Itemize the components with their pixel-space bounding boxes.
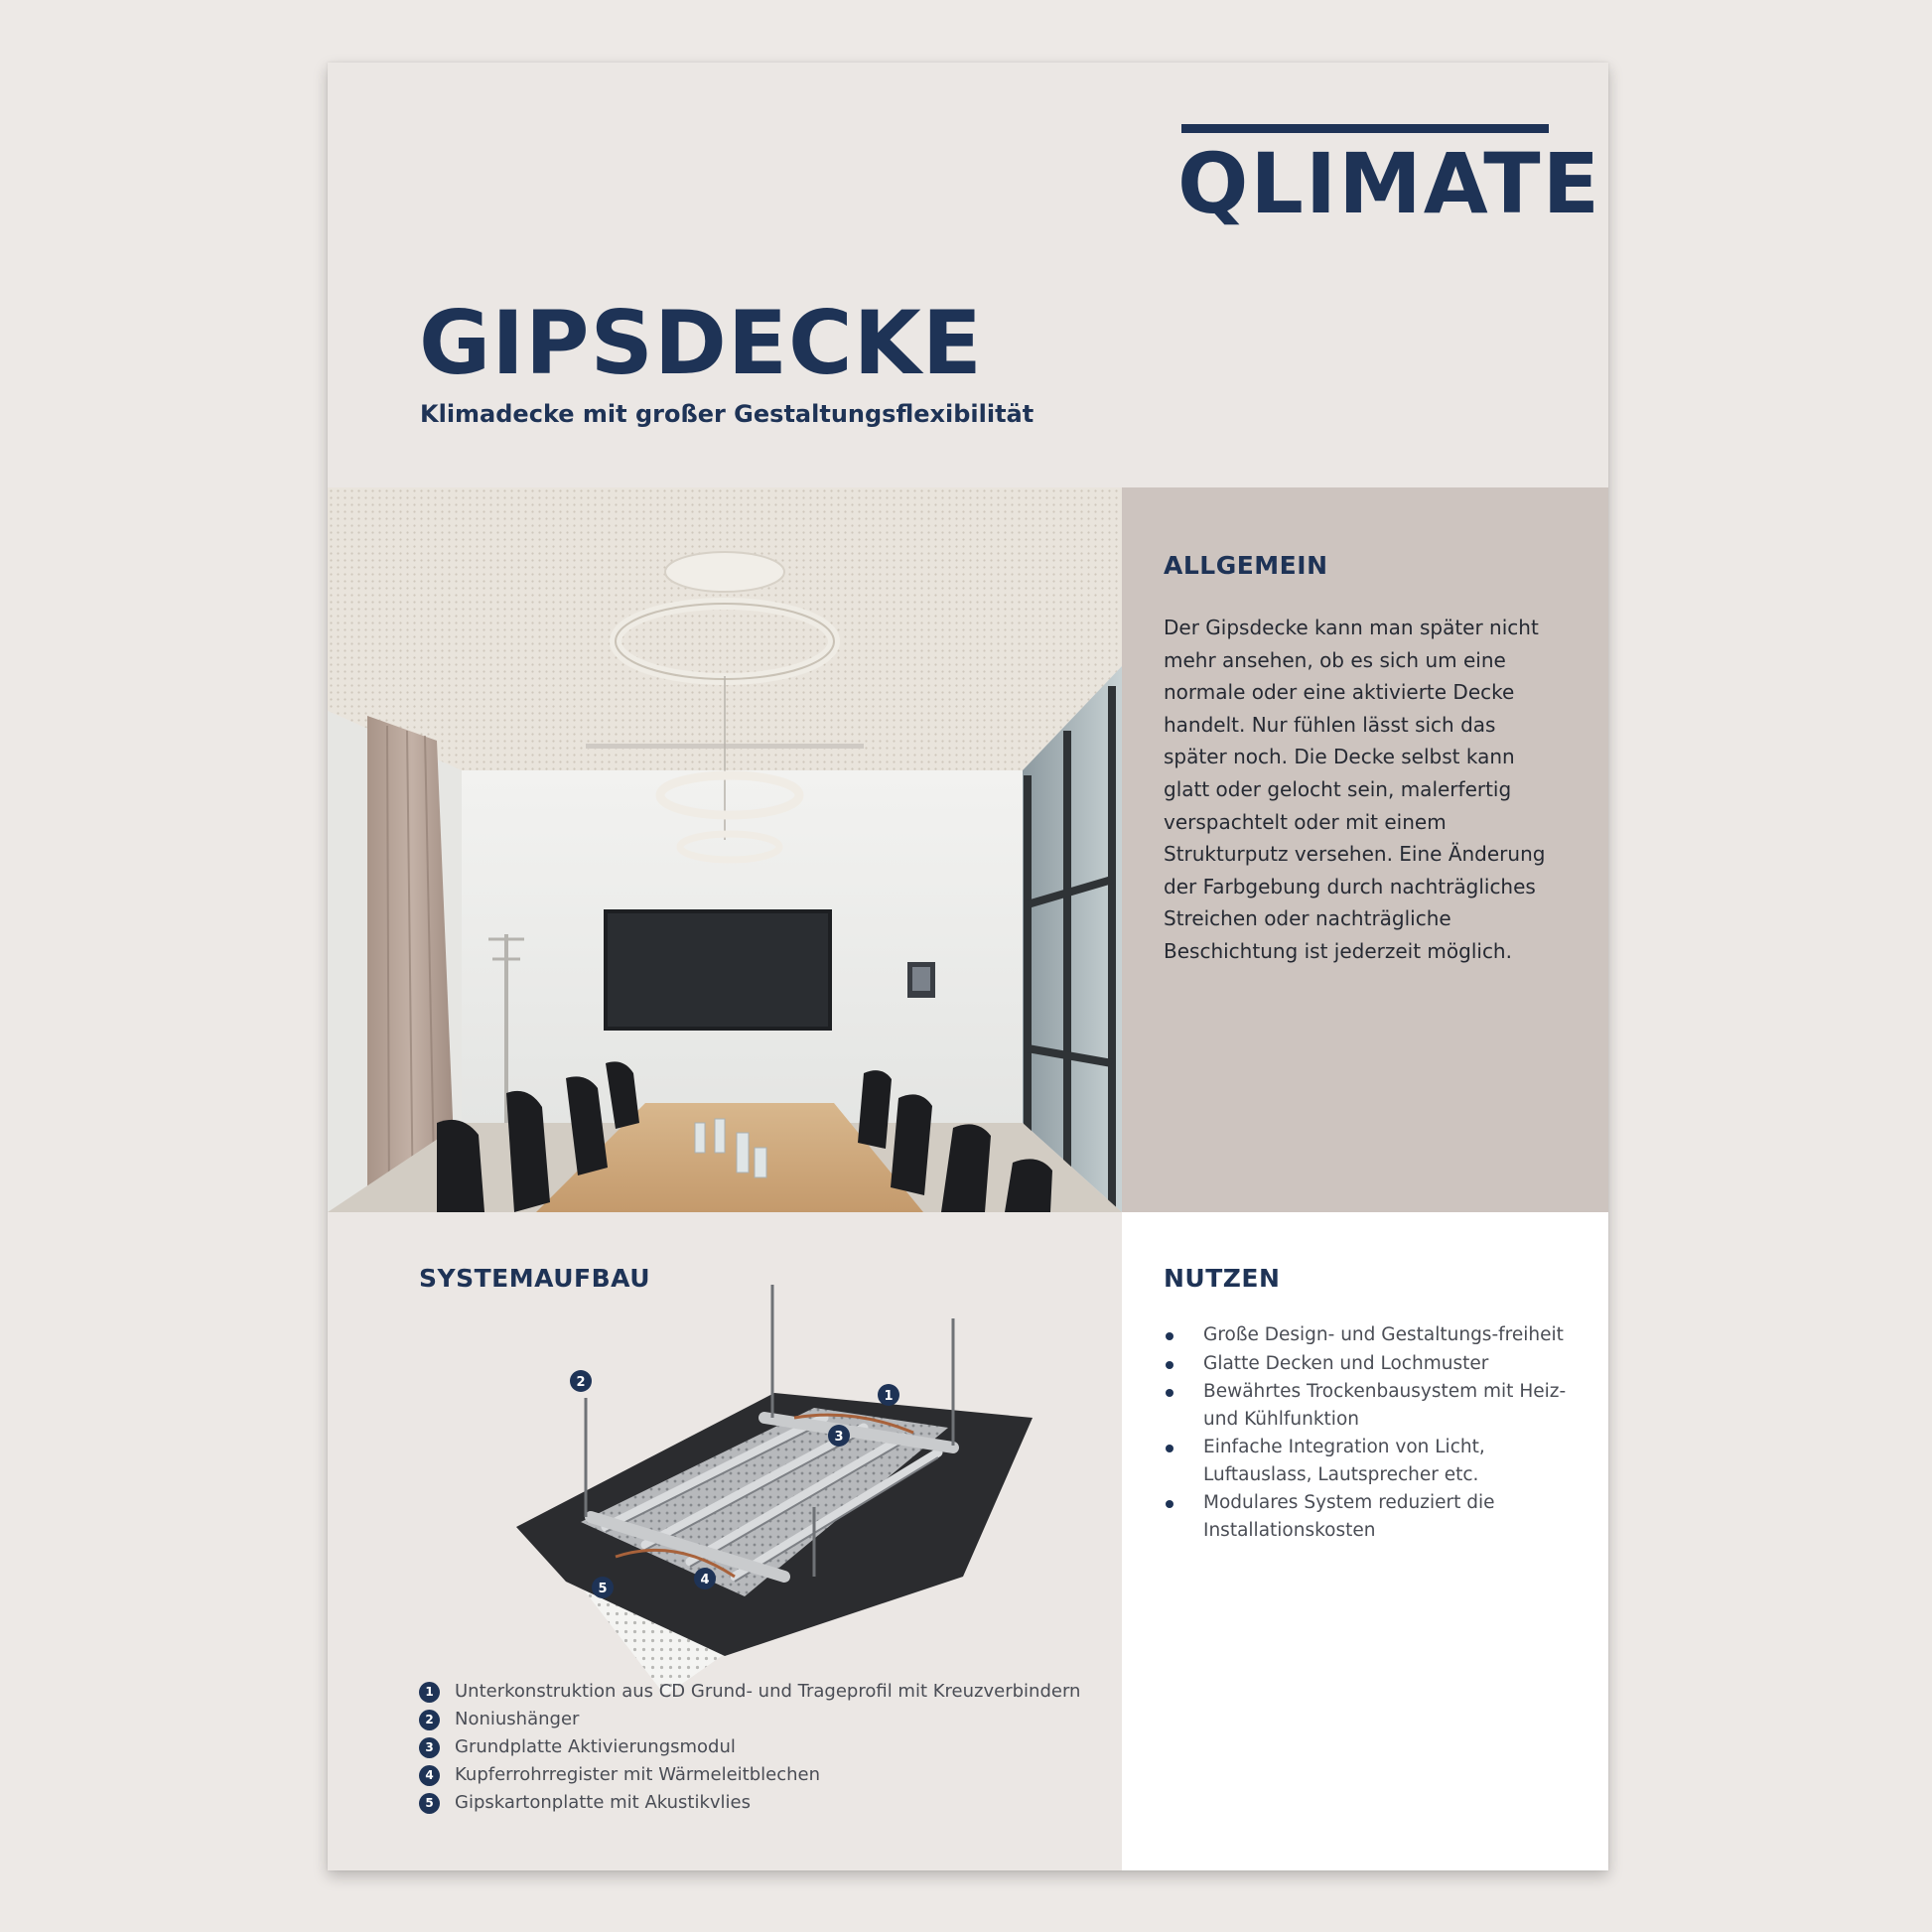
nutzen-heading: NUTZEN: [1164, 1264, 1281, 1293]
legend-number: 4: [419, 1765, 440, 1786]
diagram-marker-2: 2: [576, 1375, 586, 1390]
nutzen-item-text: Große Design- und Gestaltungs-freiheit: [1203, 1324, 1564, 1345]
legend-text: Noniushänger: [455, 1709, 580, 1729]
nutzen-item: [1162, 1434, 1579, 1488]
diagram-marker-3: 3: [834, 1430, 844, 1445]
nutzen-item-text: Glatte Decken und Lochmuster: [1203, 1352, 1489, 1374]
conference-room-photo: [328, 487, 1122, 1212]
ceiling-system-diagram: [496, 1279, 1033, 1716]
nutzen-item: [1162, 1378, 1579, 1433]
legend-number: 3: [419, 1737, 440, 1758]
legend-item: [419, 1761, 1080, 1789]
legend-number: 1: [419, 1682, 440, 1703]
legend-item: [419, 1733, 1080, 1761]
legend-number: 5: [419, 1793, 440, 1814]
nutzen-item-text: Modulares System reduziert die Installationskosten: [1203, 1492, 1495, 1541]
nutzen-item-text: Einfache Integration von Licht, Luftauslass, Lautsprecher etc.: [1203, 1437, 1485, 1485]
bullet-icon: [1166, 1332, 1173, 1340]
legend-number: 2: [419, 1710, 440, 1730]
brand-logo: QLIMATE: [1177, 135, 1601, 232]
legend-item: [419, 1789, 1080, 1817]
nutzen-item: [1162, 1489, 1579, 1544]
nutzen-item-text: Bewährtes Trockenbausystem mit Heiz- und Kühlfunktion: [1203, 1381, 1567, 1430]
nutzen-item: [1162, 1350, 1579, 1378]
legend-text: Grundplatte Aktivierungsmodul: [455, 1736, 736, 1757]
brochure-page: [328, 63, 1608, 1870]
diagram-marker-4: 4: [700, 1573, 710, 1587]
legend-text: Kupferrohrregister mit Wärmeleitblechen: [455, 1764, 820, 1785]
systemaufbau-legend: [419, 1678, 1080, 1817]
nutzen-list: [1162, 1321, 1579, 1545]
systemaufbau-heading: SYSTEMAUFBAU: [419, 1264, 651, 1293]
logo-bar: [1181, 124, 1549, 133]
diagram-marker-5: 5: [598, 1582, 608, 1596]
bullet-icon: [1166, 1445, 1173, 1452]
allgemein-heading: ALLGEMEIN: [1164, 551, 1328, 580]
bullet-icon: [1166, 1361, 1173, 1369]
page-subtitle: Klimadecke mit großer Gestaltungsflexibilität: [420, 400, 1035, 428]
bullet-icon: [1166, 1500, 1173, 1508]
allgemein-body: Der Gipsdecke kann man später nicht mehr ansehen, ob es sich um eine normale oder eine aktivierte Decke handelt. Nur fühlen lässt sich das später noch. Die Decke selbst kann glatt oder gelocht sein, malerfertig verspachtelt oder mit einem Strukturputz versehen. Eine Änderung der Farbgebung durch nachträgliches Streichen oder nachträgliche Beschichtung ist jederzeit möglich.: [1164, 616, 1546, 963]
bullet-icon: [1166, 1389, 1173, 1397]
legend-item: [419, 1706, 1080, 1733]
diagram-marker-1: 1: [884, 1389, 894, 1404]
nutzen-item: [1162, 1321, 1579, 1349]
page-title: GIPSDECKE: [419, 292, 983, 394]
legend-text: Gipskartonplatte mit Akustikvlies: [455, 1792, 752, 1813]
legend-item: [419, 1678, 1080, 1706]
legend-text: Unterkonstruktion aus CD Grund- und Trageprofil mit Kreuzverbindern: [455, 1681, 1081, 1702]
